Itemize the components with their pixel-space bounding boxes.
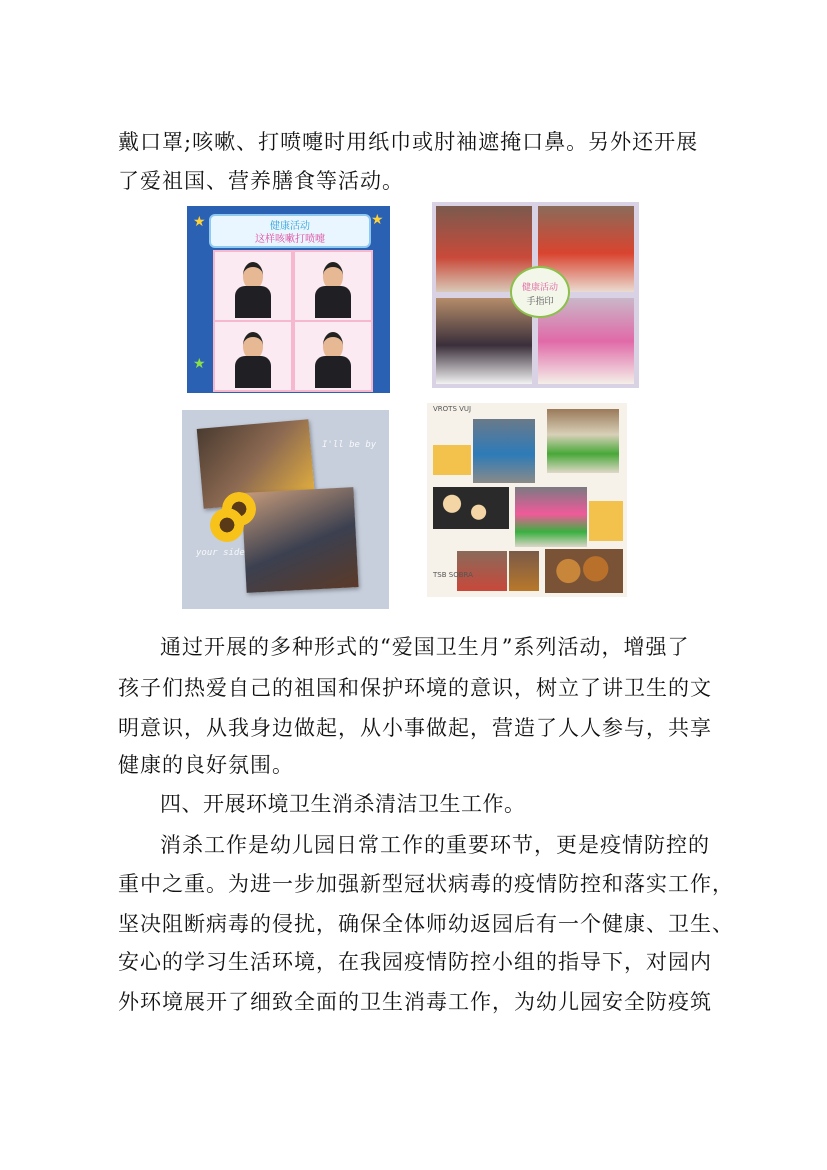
photo-caption: I'll be by <box>322 440 377 450</box>
photo-cell <box>293 320 373 392</box>
paragraph-line: 孩子们热爱自己的祖国和保护环境的意识，树立了讲卫生的文 <box>118 676 712 700</box>
star-icon: ★ <box>193 356 206 372</box>
photo-cell <box>213 250 293 322</box>
photo-cell <box>213 320 293 392</box>
sunflower-icon <box>210 508 244 542</box>
health-activity-photo <box>187 206 390 393</box>
color-block <box>433 445 471 475</box>
photo-banner <box>209 214 371 248</box>
photo-cell <box>293 250 373 322</box>
paragraph-line: 重中之重。为进一步加强新型冠状病毒的疫情防控和落实工作， <box>118 872 734 896</box>
paragraph-line: 消杀工作是幼儿园日常工作的重要环节，更是疫情防控的 <box>160 833 710 857</box>
photo-tile <box>433 487 509 529</box>
eating-activity-photo <box>182 410 389 609</box>
section-heading: 四、开展环境卫生消杀清洁卫生工作。 <box>160 792 526 816</box>
photo-tile <box>515 487 587 547</box>
photo-banner-subtitle: 这样咳嗽打喷嚏 <box>255 234 325 245</box>
paragraph-line: 健康的良好氛围。 <box>118 753 294 777</box>
food-activity-photo <box>427 403 627 597</box>
sticker-subtitle: 手指印 <box>526 297 554 307</box>
photo-caption: VROTS VUJ <box>433 405 472 413</box>
paragraph-line: 坚决阻断病毒的侵扰，确保全体师幼返园后有一个健康、卫生、 <box>118 912 734 936</box>
paragraph-line: 戴口罩;咳嗽、打喷嚏时用纸巾或肘袖遮掩口鼻。另外还开展 <box>118 130 699 154</box>
photo-quadrant <box>436 298 532 384</box>
photo-caption: TSB SOBRA <box>433 571 473 579</box>
photo-tile <box>473 419 535 483</box>
finger-painting-photo <box>432 202 639 388</box>
paragraph-line: 外环境展开了细致全面的卫生消毒工作，为幼儿园安全防疫筑 <box>118 990 712 1014</box>
color-block <box>589 501 623 541</box>
photo-caption: your side <box>196 548 245 558</box>
paragraph-line: 安心的学习生活环境，在我园疫情防控小组的指导下，对园内 <box>118 950 712 974</box>
photo-tile <box>509 551 539 591</box>
paragraph-line: 明意识，从我身边做起，从小事做起，营造了人人参与，共享 <box>118 716 712 740</box>
activity-sticker <box>510 266 570 318</box>
star-icon: ★ <box>371 212 384 228</box>
paragraph-line: 了爱祖国、营养膳食等活动。 <box>118 169 404 193</box>
photo-card <box>241 487 358 593</box>
photo-banner-title: 健康活动 <box>270 221 310 232</box>
photo-tile <box>547 409 619 473</box>
sticker-title: 健康活动 <box>521 283 558 293</box>
paragraph-line: 通过开展的多种形式的“爱国卫生月”系列活动，增强了 <box>160 635 690 659</box>
photo-tile <box>545 549 623 593</box>
star-icon: ★ <box>193 214 206 230</box>
